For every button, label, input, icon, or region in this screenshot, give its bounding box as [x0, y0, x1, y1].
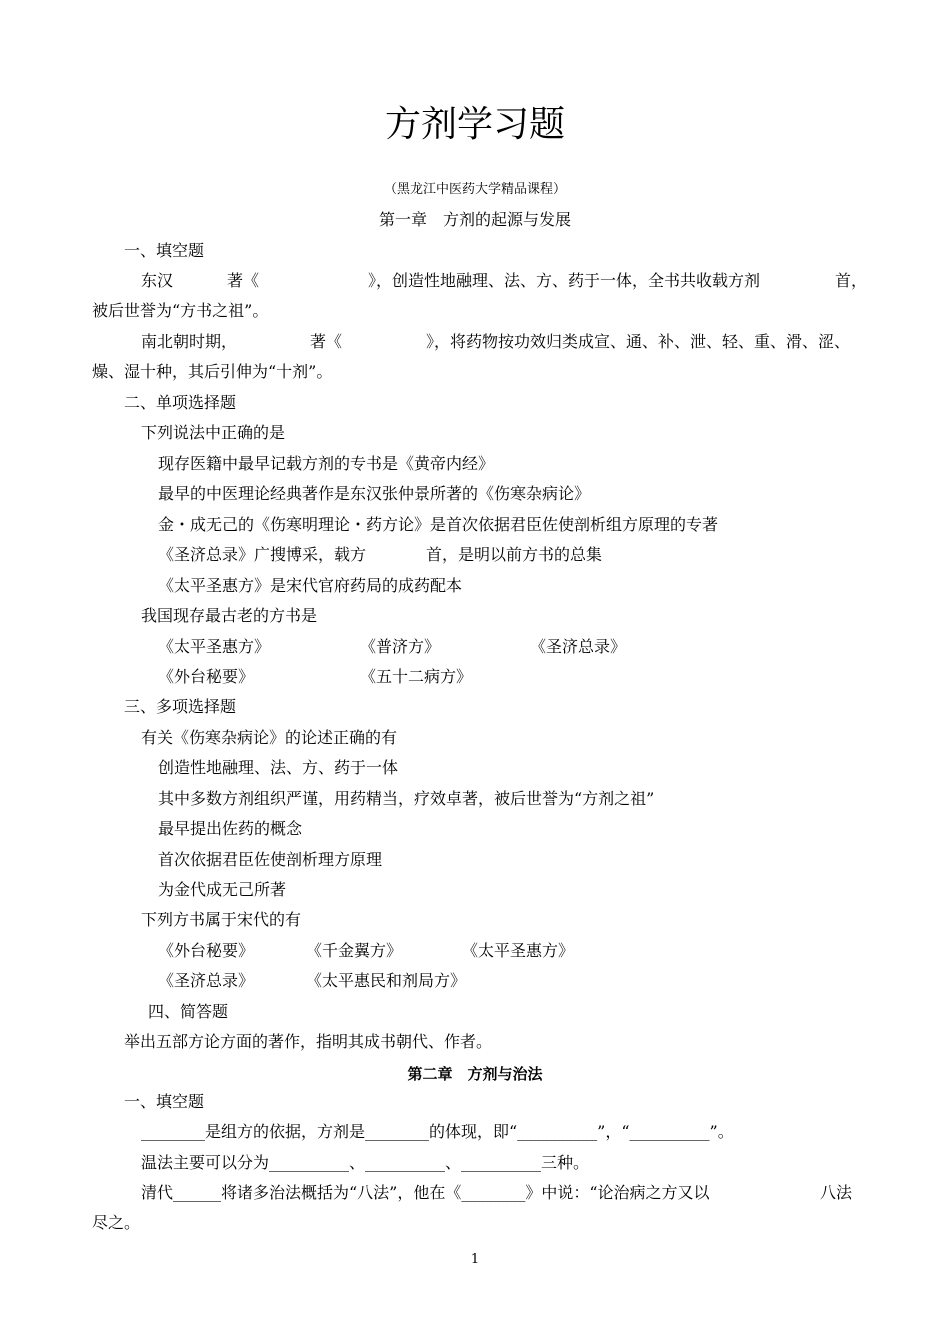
ch2-fill-q3-a: 清代______将诸多治法概括为“八法”，他在《________》中说：“论治病之方又以 [141, 1183, 710, 1202]
ch1-multi-q2-options-row2 [0, 970, 950, 992]
ch1-single-q1-stem: 下列说法中正确的是 [141, 423, 286, 442]
ch1-single-q2-options-row1 [0, 636, 950, 658]
ch1-multi-q2-options-row1 [0, 940, 950, 962]
ch1-multi-q1-stem: 有关《伤寒杂病论》的论述正确的有 [141, 728, 398, 747]
ch1-single-q1-option: 金・成无己的《伤寒明理论・药方论》是首次依据君臣佐使剖析组方原理的专著 [158, 515, 719, 534]
chapter-2-heading: 第二章 方剂与治法 [407, 1065, 543, 1083]
ch1-fill-q2-cont: 燥、湿十种，其后引伸为“十剂”。 [92, 362, 333, 381]
ch1-fill-q1-d: 首， [835, 271, 868, 290]
ch1-single-q1-option4-b: 首，是明以前方书的总集 [426, 545, 603, 564]
ch1-fill-q1-a: 东汉 [141, 271, 174, 290]
subtitle: （黑龙江中医药大学精品课程） [383, 182, 566, 197]
ch1-single-q1-option: 现存医籍中最早记载方剂的专书是《黄帝内经》 [158, 454, 495, 473]
ch1-fill-q1 [0, 270, 950, 292]
ch1-single-q2-stem: 我国现存最古老的方书是 [141, 606, 318, 625]
ch1-single-q1-option4-a: 《圣济总录》广搜博采，载方 [158, 545, 367, 564]
ch1-single-q2-options-row2 [0, 666, 950, 688]
ch1-multi-q1-option: 为金代成无己所著 [158, 880, 287, 899]
ch2-section-fill-heading: 一、填空题 [124, 1092, 205, 1111]
ch1-fill-q1-cont: 被后世誉为“方书之祖”。 [92, 301, 269, 320]
ch1-single-q1-option: 《太平圣惠方》是宋代官府药局的成药配本 [158, 576, 463, 595]
ch1-single-q1-option: 最早的中医理论经典著作是东汉张仲景所著的《伤寒杂病论》 [158, 484, 591, 503]
ch1-single-q1-option [0, 544, 950, 566]
ch1-section-fill-heading: 一、填空题 [124, 241, 205, 260]
ch1-multi-q2-option: 《太平惠民和剂局方》 [306, 971, 467, 990]
ch1-section-short-heading: 四、简答题 [148, 1002, 229, 1021]
ch1-short-q1: 举出五部方论方面的著作，指明其成书朝代、作者。 [124, 1032, 493, 1051]
ch1-multi-q1-option: 创造性地融理、法、方、药于一体 [158, 758, 399, 777]
ch2-fill-q3 [0, 1182, 950, 1204]
ch1-fill-q2 [0, 331, 950, 353]
ch1-multi-q2-option: 《外台秘要》 [158, 941, 255, 960]
ch1-fill-q1-c: 》，创造性地融理、法、方、药于一体，全书共收载方剂 [368, 271, 761, 290]
ch1-fill-q2-b: 著《 [310, 332, 343, 351]
ch1-section-single-heading: 二、单项选择题 [124, 393, 237, 412]
ch1-single-q2-option: 《外台秘要》 [158, 667, 255, 686]
ch1-multi-q1-option: 其中多数方剂组织严谨，用药精当，疗效卓著，被后世誉为“方剂之祖” [158, 789, 655, 808]
page-title: 方剂学习题 [384, 104, 565, 145]
ch2-fill-q1: ________是组方的依据，方剂是________的体现，即“__________”，“__________”。 [141, 1122, 734, 1141]
ch1-multi-q2-option: 《千金翼方》 [306, 941, 403, 960]
ch2-fill-q2: 温法主要可以分为__________、__________、__________三种。 [141, 1153, 590, 1172]
ch1-single-q2-option: 《五十二病方》 [360, 667, 473, 686]
ch2-fill-q3-cont: 尽之。 [92, 1213, 141, 1232]
ch1-multi-q2-option: 《太平圣惠方》 [462, 941, 575, 960]
ch1-fill-q2-c: 》，将药物按功效归类成宣、通、补、泄、轻、重、滑、涩、 [426, 332, 851, 351]
ch1-single-q2-option: 《圣济总录》 [530, 637, 627, 656]
ch1-single-q2-option: 《普济方》 [360, 637, 441, 656]
page-number: 1 [470, 1252, 480, 1267]
ch1-multi-q2-stem: 下列方书属于宋代的有 [141, 910, 302, 929]
ch1-fill-q2-a: 南北朝时期， [141, 332, 238, 351]
ch1-fill-q1-b: 著《 [227, 271, 260, 290]
ch1-multi-q2-option: 《圣济总录》 [158, 971, 255, 990]
chapter-1-heading: 第一章 方剂的起源与发展 [378, 210, 571, 229]
ch1-multi-q1-option: 首次依据君臣佐使剖析理方原理 [158, 850, 383, 869]
ch1-single-q2-option: 《太平圣惠方》 [158, 637, 271, 656]
ch2-fill-q3-b: 八法 [820, 1183, 853, 1202]
ch1-multi-q1-option: 最早提出佐药的概念 [158, 819, 303, 838]
ch1-section-multi-heading: 三、多项选择题 [124, 697, 237, 716]
